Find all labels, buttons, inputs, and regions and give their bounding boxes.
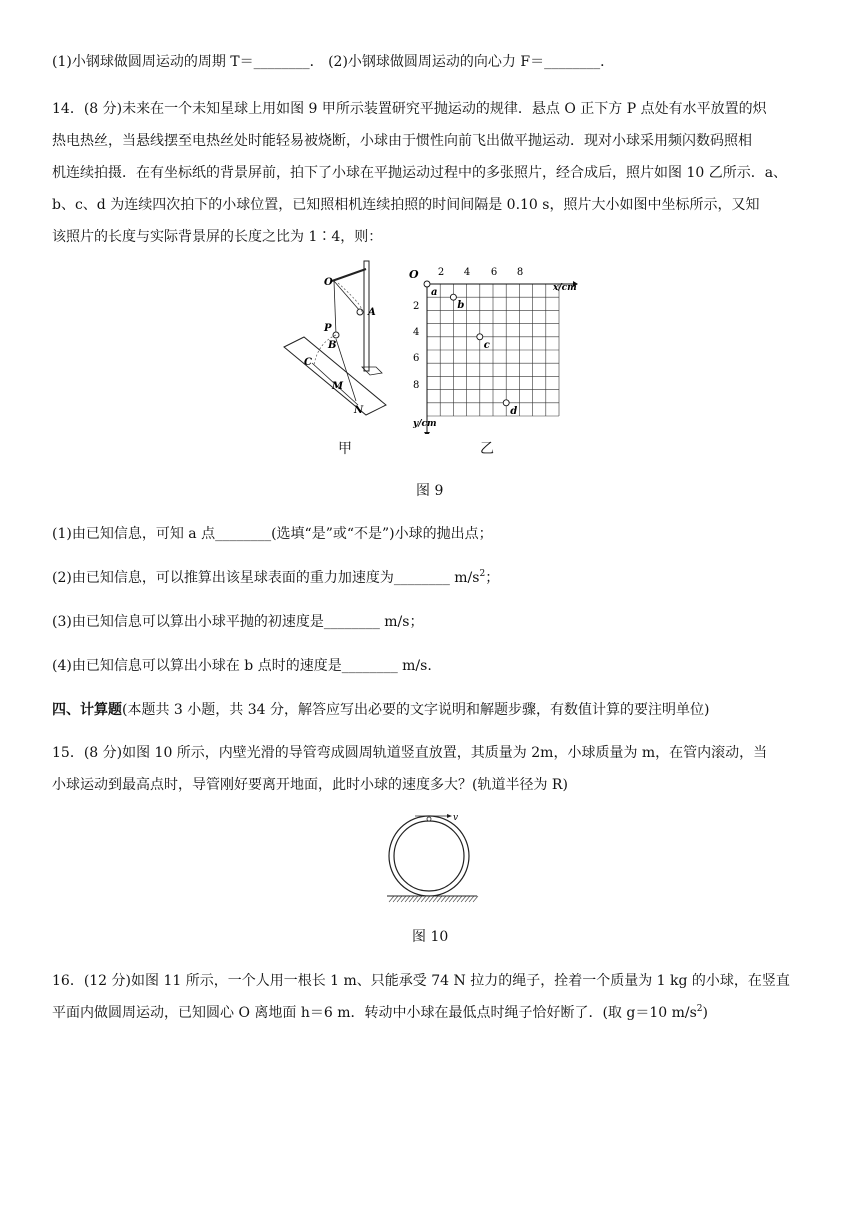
ground-hatch	[393, 896, 398, 902]
x-tick-8: 8	[516, 267, 524, 278]
label-C: C	[304, 357, 312, 368]
ground-hatch	[429, 896, 434, 902]
ground-hatch	[445, 896, 450, 902]
y-tick-4: 4	[413, 327, 420, 338]
label-A: A	[368, 307, 376, 318]
q14-sub-3: (3)由已知信息可以算出小球平抛的初速度是________ m/s；	[52, 614, 424, 630]
q14-sub-4: (4)由已知信息可以算出小球在 b 点时的速度是________ m/s.	[52, 658, 432, 674]
x-tick-6: 6	[490, 267, 498, 278]
point-label-a: a	[431, 287, 438, 298]
y-tick-2: 2	[413, 301, 420, 312]
point-c	[477, 334, 483, 340]
grid-origin: O	[409, 268, 419, 281]
q13-line: (1)小钢球做圆周运动的周期 T＝________． (2)小钢球做圆周运动的向心力 F＝________．	[52, 54, 615, 70]
q15-line-1: 15．(8 分)如图 10 所示，内壁光滑的导管弯成圆周轨道竖直放置，其质量为 2m，小球质量为 m，在管内滚动，当	[52, 745, 768, 761]
ground-hatch	[405, 896, 410, 902]
q14-line-4: b、c、d 为连续四次拍下的小球位置，已知照相机连续拍照的时间间隔是 0.10 s，照片大小如图中坐标所示，又知	[52, 197, 760, 213]
ground-hatch	[401, 896, 406, 902]
figure-9-apparatus	[278, 255, 398, 420]
section-4-header: 四、计算题(本题共 3 小题，共 34 分，解答应写出必要的文字说明和解题步骤，有数值计算的要注明单位)	[52, 702, 710, 718]
label-O: O	[324, 277, 333, 288]
y-axis-arrow	[424, 432, 430, 434]
q14-line-2: 热电热丝，当悬线摆至电热丝处时能轻易被烧断，小球由于惯性向前飞出做平抛运动．现对小球采用频闪数码照相	[52, 133, 752, 149]
x-tick-2: 2	[437, 267, 445, 278]
y-tick-8: 8	[413, 380, 420, 391]
point-d	[503, 400, 509, 406]
fig9-right-label: 乙	[480, 441, 494, 457]
point-a	[424, 281, 430, 287]
fig9-caption: 图 9	[416, 483, 444, 499]
q16-line-1: 16．(12 分)如图 11 所示，一个人用一根长 1 m、只能承受 74 N 拉力的绳子，拴着一个质量为 1 kg 的小球，在竖直	[52, 973, 790, 989]
point-label-d: d	[510, 405, 518, 417]
label-N: N	[354, 405, 364, 416]
q14-sub-2: (2)由已知信息，可以推算出该星球表面的重力加速度为________ $m/s^2$；	[52, 569, 500, 586]
q15-line-2: 小球运动到最高点时，导管刚好要离开地面，此时小球的速度多大？(轨道半径为 R)	[52, 777, 568, 793]
fig10-caption: 图 10	[412, 929, 449, 945]
ground-hatch	[465, 896, 470, 902]
ground-hatch	[389, 896, 394, 902]
ground-hatch	[425, 896, 430, 902]
q14-line-1: 14．(8 分)未来在一个未知星球上用如图 9 甲所示装置研究平抛运动的规律．悬点 O 正下方 P 点处有水平放置的炽	[52, 101, 767, 117]
q14-sub-1: (1)由已知信息，可知 a 点________(选填“是”或“不是”)小球的抛出点；	[52, 526, 493, 542]
q14-line-3: 机连续拍摄．在有坐标纸的背景屏前，拍下了小球在平抛运动过程中的多张照片，经合成后，照片如图 10 乙所示．a、	[52, 165, 788, 181]
x-tick-4: 4	[463, 267, 471, 278]
figure-9-grid	[405, 262, 585, 434]
ground-hatch	[461, 896, 466, 902]
ground-hatch	[409, 896, 414, 902]
ground-hatch	[417, 896, 422, 902]
label-P: P	[324, 323, 332, 334]
label-B: B	[328, 340, 337, 351]
ground-hatch	[413, 896, 418, 902]
point-b	[450, 294, 456, 300]
label-M: M	[332, 381, 344, 392]
ground-hatch	[473, 896, 478, 902]
point-label-c: c	[483, 339, 490, 351]
x-axis-label: x/cm	[553, 283, 577, 293]
ground-hatch	[457, 896, 462, 902]
ground-hatch	[433, 896, 438, 902]
ground-hatch	[397, 896, 402, 902]
velocity-label: v	[453, 813, 459, 823]
ground-hatch	[453, 896, 458, 902]
ground-hatch	[469, 896, 474, 902]
point-label-b: b	[457, 300, 465, 312]
q14-line-5: 该照片的长度与实际背景屏的长度之比为 1∶4，则：	[52, 229, 383, 245]
fig9-left-label: 甲	[338, 441, 352, 457]
q16-line-2: 平面内做圆周运动，已知圆心 O 离地面 h＝6 m．转动中小球在最低点时绳子恰好断了．(取 g＝10 $m/s^2$)	[52, 1004, 708, 1021]
y-axis-label: y/cm	[413, 419, 437, 429]
ground-hatch	[449, 896, 454, 902]
ground-hatch	[437, 896, 442, 902]
ground-hatch	[441, 896, 446, 902]
ground-hatch	[421, 896, 426, 902]
figure-10-ring	[385, 812, 481, 904]
y-tick-6: 6	[413, 353, 420, 364]
